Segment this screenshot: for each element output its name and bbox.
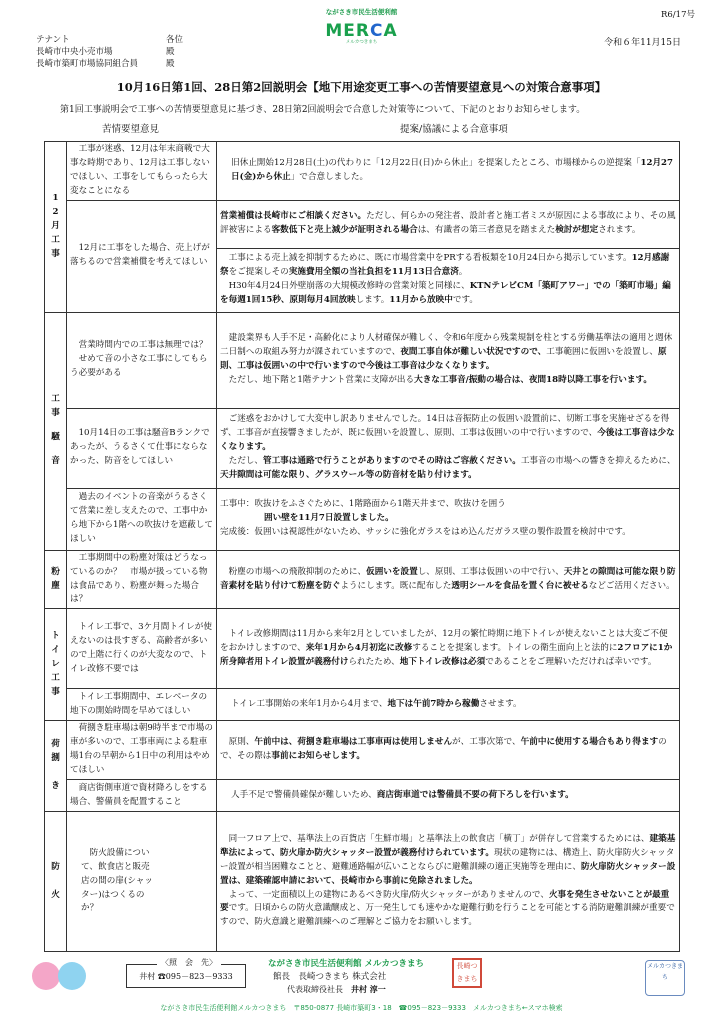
agreement-cell: 工事による売上減を抑制するために、既に市場営業中をPRする看板類を10月24日から掲示しています。12月感謝祭をご提案しその実施費用全額の当社負担を11月13日合意済。 H30年4月24日外壁崩落の大規模改修時の営業対策と同様に、KTNテレビCM「築町アワー」での「築町市場」編を毎週1回15秒、原則毎月4回放映します。11月から放映中です。 (217, 248, 680, 312)
footer-address: ながさき市民生活便利館メルカつきまち 〒850-0877 長崎市築町3・18 ☎095－823－9333 メルカつきまち←スマホ検索 (160, 1004, 563, 1012)
recipient-2: 長崎市中央小売市場 殿 (36, 47, 175, 57)
table-row (45, 142, 680, 201)
intro-text: 第1回工事説明会で工事への苦情要望意見に基づき、28日第2回説明会で合意した対策等について、下記のとおりお知らせします。 (60, 105, 586, 115)
agreement-cell: 人手不足で警備員確保が難しいため、商店街車道では警備員不要の荷下ろしを行います。 (217, 780, 680, 812)
merca-emblem: メルカつきまち (645, 960, 685, 996)
agreement-cell: トイレ改修期間は11月から来年2月としていましたが、12月の繁忙時期に地下トイレが使えないことは大変ご不便をおかけしますので、来年1月から4月初迄に改修することを提案します。トイレの衛生面向上と法的に2フロアに1か所身障者用トイレ設置が義務付けられたため、地下トイレ改修は必須であることをご理解いただければ幸いです。 (217, 609, 680, 689)
table-row (45, 689, 680, 721)
complaint-cell: 工事が迷惑、12月は年末商戦で大事な時期であり、12月は工事しないでほしい、工事をしてもらったら大変なことになる (67, 142, 217, 201)
footer-org-name: ながさき市民生活便利館 メルカつきまち (268, 959, 424, 969)
company-seal: 長崎つきまち (452, 958, 482, 988)
complaint-cell: 営業時間内での工事は無理では？ せめて音の小さな工事にしてもらう必要がある (67, 312, 217, 408)
table-row (45, 812, 680, 952)
complaint-cell: 過去のイベントの音楽がうるさくて営業に差し支えたので、工事中から地下から1階への吹抜けを遮蔽してほしい (67, 488, 217, 550)
page-title: 10月16日第1回、28日第2回説明会【地下用途変更工事への苦情要望意見への対策合意事項】 (116, 80, 607, 94)
contact-box (126, 958, 246, 988)
recipient-3: 長崎市築町市場協同組合員 殿 (36, 59, 175, 69)
table-row (45, 550, 680, 609)
category-unloading: 荷 捌 き (45, 721, 67, 812)
merca-logo: MERCA (325, 21, 398, 41)
agreement-cell: 旧休止開始12月28日(土)の代わりに「12月22日(日)から休止」を提案したところ、市場様からの逆提案「12月27日(金)から休止」で合意しました。 (217, 142, 680, 201)
category-december-works: 1 2 月 工 事 (45, 142, 67, 313)
complaint-cell: 10月14日の工事は騒音Bランクであったが、うるさくて仕事にならなかった、防音をしてほしい (67, 408, 217, 488)
mascot-image (58, 962, 86, 990)
column-head-agreement: 提案/協議による合意事項 (400, 124, 508, 135)
document-number: R6/17号 (661, 10, 695, 20)
footer-representative: 代表取締役社長 井村 淳一 (287, 984, 386, 994)
table-row (45, 780, 680, 812)
category-toilet-works: ト イ レ 工 事 (45, 609, 67, 721)
table-row (45, 312, 680, 408)
complaint-cell: トイレ工事で、3ケ月間トイレが使えないのは長すぎる、高齢者が多いので上階に行くのが大変なので、トイレ改修不要では (67, 609, 217, 689)
footer-manager: 館長 長崎つきまち 株式会社 (273, 972, 387, 982)
agreement-cell: トイレ工事開始の来年1月から4月まで、地下は午前7時から稼働させます。 (217, 689, 680, 721)
logo-subtitle: メルカつきまち (345, 40, 378, 45)
agreement-cell: ご迷惑をおかけして大変申し訳ありませんでした。14日は音振防止の仮囲い設置前に、切断工事を実施せざるを得ず、工事音が直接響きましたが、既に仮囲いを設置し、原則、工事は仮囲いの中で行いますので、今後は工事音は少なくなります。 ただし、管工事は通路で行うことがありますのでその時はご容赦ください。工事音の市場への響きを抑えるために、天井隙間は可能な限り、グラスウール等の防音材を貼り付けます。 (217, 408, 680, 488)
contact-value: 井村 ☎095－823－9333 (139, 972, 233, 981)
category-dust: 粉 塵 (45, 550, 67, 609)
mascot-image (32, 962, 60, 990)
complaint-cell: 商店街側車道で資材降ろしをする場合、警備員を配置すること (67, 780, 217, 812)
agreement-cell: 原則、午前中は、荷捌き駐車場は工事車両は使用しませんが、工事次第で、午前中に使用する場合もあり得ますので、その際は事前にお知らせします。 (217, 721, 680, 780)
complaint-cell: 荷捌き駐車場は朝9時半まで市場の車が多いので、工事車両による駐車場1台の早朝から1日中の利用はやめてほしい (67, 721, 217, 780)
document-date: 令和６年11月15日 (604, 38, 681, 48)
agreement-cell: 同一フロア上で、基準法上の百貨店「生鮮市場」と基準法上の飲食店「横丁」が併存して営業するためには、建築基準法によって、防火扉か防火シャッター設置が義務付けられています。現状の建物には、構造上、防火扉防火シャッター設置が相当困難なことと、避難通路幅が広いことならびに避難訓練の適正実施等を理由に、防火扉防火シャッター設置は、建築確認申請において、長崎市から事前に免除されました。 よって、一定面積以上の建物にあるべき防火扉/防火シャッターがありませんので、火事を発生させないことが最重要です。日頃からの防火意識醸成と、万一発生しても速やかな避難行動を行うことを可能とする消防避難訓練が重要ですので、防火意識と避難訓練へのご理解とご協力をお願いします。 (217, 812, 680, 952)
table-row (45, 721, 680, 780)
complaint-cell: 工事期間中の粉塵対策はどうなっているのか？ 市場が扱っている物は食品であり、粉塵が舞った場合は？ (67, 550, 217, 609)
contact-title: 〈照 会 先〉 (157, 958, 221, 968)
recipient-1: テナント 各位 (36, 35, 184, 45)
table-row (45, 488, 680, 550)
category-noise: 工 事 騒 音 (45, 312, 67, 550)
agreement-cell: 建設業界も人手不足・高齢化により人材確保が難しく、令和6年度から残業規制を柱とする労働基準法の適用と週休二日制への取組み努力が課されていますので、夜間工事自体が難しい状況ですので、工事範囲に仮囲いを設置し、原則、工事は仮囲いの中で行いますので今後は工事音は少なくなります。 ただし、地下階と1階テナント営業に支障が出る大きな工事音/振動の場合は、夜間18時以降工事を行います。 (217, 312, 680, 408)
complaint-cell: トイレ工事期間中、エレベータの地下の開始時間を早めてほしい (67, 689, 217, 721)
agreement-table (44, 141, 680, 952)
table-row (45, 609, 680, 689)
complaint-cell: 防火設備について、飲食店と販売店の間の扉(シャッター)はつくるのか？ (67, 812, 217, 952)
agreement-cell: 工事中：吹抜けをふさぐために、1階路面から1階天井まで、吹抜けを囲う 囲い壁を11月7日設置しました。 完成後：仮囲いは視認性がないため、サッシに強化ガラスをはめ込んだガラス壁の製作設置を検討中です。 (217, 488, 680, 550)
agreement-cell: 営業補償は長崎市にご相談ください。ただし、何らかの発注者、設計者と施工者ミスが原因による事故により、その風評被害による客数低下と売上減少が証明される場合は、有識者の第三者意見を踏まえた検討が想定されます。 (217, 200, 680, 248)
org-logo-caption: ながさき市民生活便利館 (325, 8, 398, 16)
table-row (45, 200, 680, 248)
column-head-complaint: 苦情要望意見 (102, 124, 160, 135)
agreement-cell: 粉塵の市場への飛散抑制のために、仮囲いを設置し、原則、工事は仮囲いの中で行い、天井との隙間は可能な限り防音素材を貼り付けて粉塵を防ぐようにします。既に配布した透明シールを食品を置く台に被せるなどご活用ください。 (217, 550, 680, 609)
category-fire: 防 火 (45, 812, 67, 952)
table-row (45, 408, 680, 488)
complaint-cell: 12月に工事をした場合、売上げが落ちるので営業補償を考えてほしい (67, 200, 217, 312)
